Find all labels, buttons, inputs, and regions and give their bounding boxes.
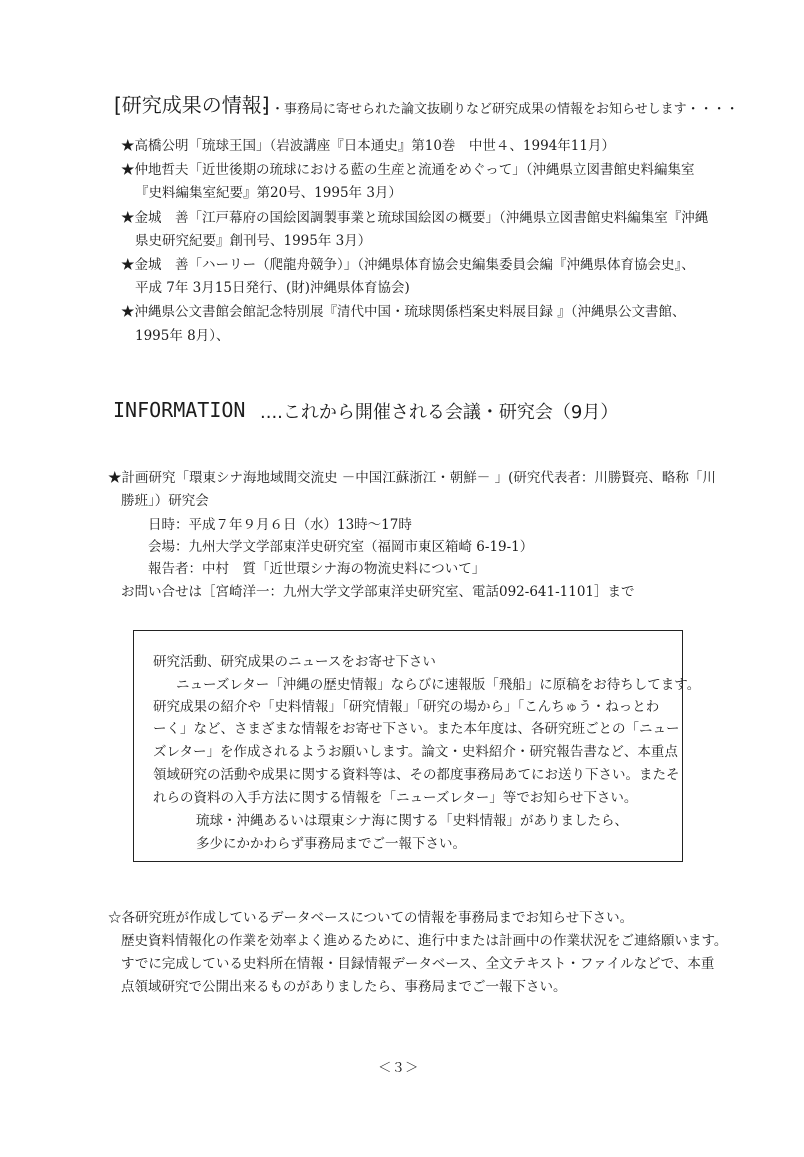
- research-item-continuation: 1995年 8月）、: [135, 328, 230, 344]
- research-section-title: [研究成果の情報]: [114, 93, 270, 117]
- notice-line: れらの資料の入手方法に関する情報を「ニューズレター」等でお知らせ下さい。: [153, 790, 638, 806]
- meeting-date: 日時：平成７年９月６日（水）13時～17時: [148, 517, 412, 533]
- information-title: INFORMATION: [113, 398, 246, 422]
- notice-heading: 研究活動、研究成果のニュースをお寄せ下さい: [153, 654, 436, 670]
- notice-line: ーく」など、さまざまな情報をお寄せ下さい。また本年度は、各研究班ごとの「ニュー: [153, 721, 680, 737]
- meeting-presenter: 報告者：中村 質「近世環シナ海の物流史料について」: [148, 561, 486, 577]
- notice-line: ニューズレター「沖縄の歴史情報」ならびに速報版「飛船」に原稿をお待ちしてます。: [176, 677, 701, 693]
- meeting-venue: 会場：九州大学文学部東洋史研究室（福岡市東区箱崎 6-19-1）: [148, 539, 534, 555]
- notice-line: 領域研究の活動や成果に関する資料等は、その都度事務局あてにお送り下さい。またそ: [153, 767, 680, 783]
- information-line: ★計画研究「環東シナ海地域間交流史 －中国江蘇浙江・朝鮮－ 」(研究代表者：川勝賢亮、略称「川: [108, 470, 716, 486]
- database-notice-line: 点領域研究で公開出来るものがありましたら、事務局までご一報下さい。: [121, 979, 567, 995]
- database-notice-heading: ☆各研究班が作成しているデータベースについての情報を事務局までお知らせ下さい。: [108, 910, 634, 926]
- information-line: 勝班」）研究会: [121, 493, 209, 509]
- notice-line: ズレター」を作成されるようお願いします。論文・史料紹介・研究報告書など、本重点: [153, 744, 678, 760]
- database-notice-line: すでに完成している史料所在情報・目録情報データベース、全文テキスト・ファイルなどで、本重: [121, 956, 715, 972]
- notice-line: 多少にかかわらず事務局までご一報下さい。: [196, 836, 466, 852]
- research-item-continuation: 平成 7年 3月15日発行、(財)沖縄県体育協会): [135, 280, 410, 296]
- research-section-subtitle: ・・・・事務局に寄せられた論文抜刷りなど研究成果の情報をお知らせします・・・・: [232, 102, 739, 117]
- page-number: ＜３＞: [378, 1060, 419, 1076]
- database-notice-line: 歴史資料情報化の作業を効率よく進めるために、進行中または計画中の作業状況をご連絡願います。: [121, 933, 728, 949]
- research-item-continuation: 県史研究紀要』創刊号、1995年 3月）: [135, 233, 372, 249]
- notice-line: 琉球・沖縄あるいは環東シナ海に関する「史料情報」がありましたら、: [196, 813, 628, 829]
- research-item-continuation: 『史料編集室紀要』第20号、1995年 3月）: [135, 185, 402, 201]
- notice-line: 研究成果の紹介や「史料情報」「研究情報」「研究の場から」「こんちゅう・ねっとわ: [153, 699, 660, 715]
- information-subtitle: ....これから開催される会議・研究会（9月）: [260, 402, 619, 423]
- research-item: ★沖縄県公文書館会館記念特別展『清代中国・琉球関係档案史料展目録 』（沖縄県公文書館、: [121, 304, 686, 320]
- research-item: ★高橋公明「琉球王国」（岩波講座『日本通史』第10巻 中世４、1994年11月）: [121, 138, 615, 154]
- research-item: ★仲地哲夫「近世後期の琉球における藍の生産と流通をめぐって」（沖縄県立図書館史料編集室: [121, 162, 695, 178]
- research-item: ★金城 善「ハーリー（爬龍舟競争）」（沖縄県体育協会史編集委員会編『沖縄県体育協会史』、: [121, 257, 695, 273]
- research-item: ★金城 善「江戸幕府の国絵図調製事業と琉球国絵図の概要」（沖縄県立図書館史料編集室『沖縄: [121, 210, 709, 226]
- meeting-contact: お問い合せは［宮崎洋一：九州大学文学部東洋史研究室、電話092-641-1101］まで: [121, 584, 635, 600]
